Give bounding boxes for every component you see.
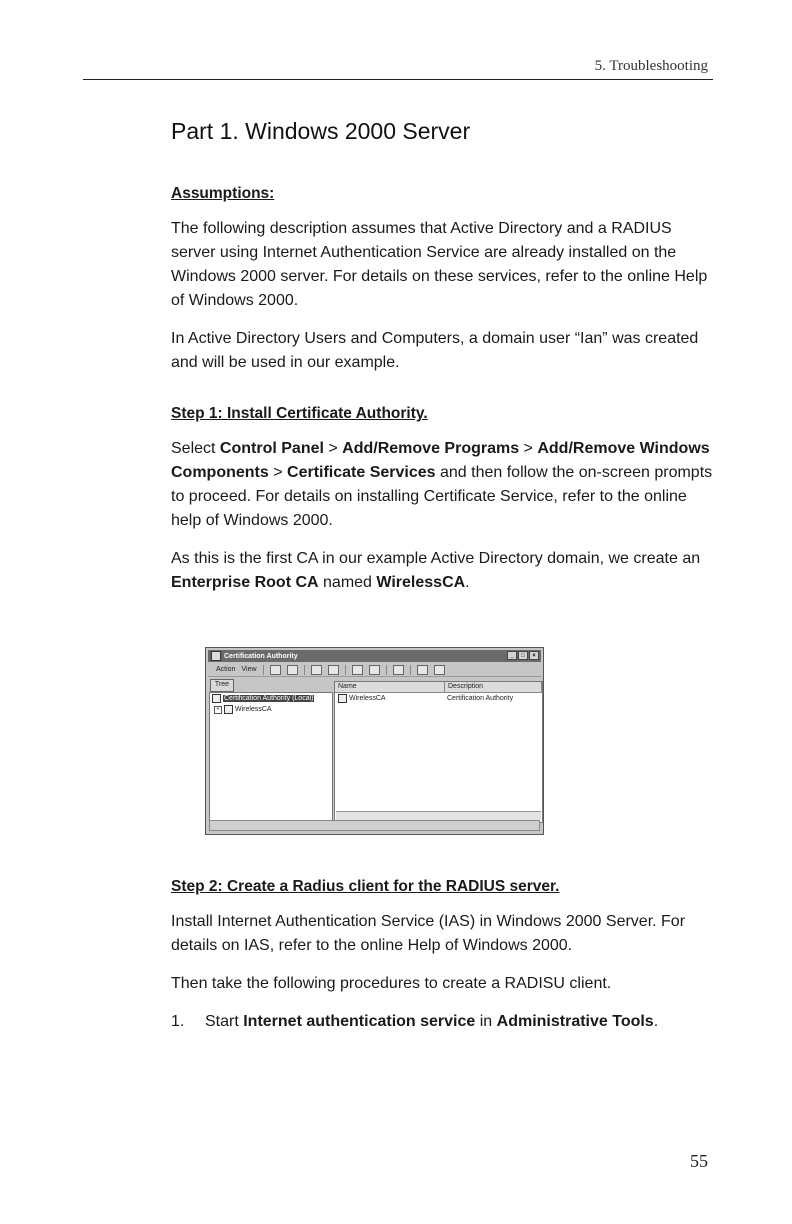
wirelessca-term: WirelessCA (376, 574, 466, 591)
properties-icon (352, 665, 363, 675)
list-item-description: Certification Authority (447, 695, 514, 702)
toolbar-separator (410, 665, 411, 675)
show-tree-icon (328, 665, 339, 675)
text: As this is the first CA in our example Active Directory domain, we create an (171, 550, 701, 567)
list-item (335, 693, 542, 704)
details-header (335, 682, 542, 693)
column-name: Name (335, 682, 445, 692)
menu-action: Action (216, 666, 236, 673)
screenshot-menubar (208, 663, 541, 677)
text: Start (205, 1013, 244, 1030)
assumptions-para-1: The following description assumes that Active Directory and a RADIUS server using Internet Authentication Service are already installed on the Windows 2000 server. For details on these services, refer to the online Help of Windows 2000. (171, 220, 708, 309)
step2-heading: Step 2: Create a Radius client for the RADIUS server. (171, 878, 560, 895)
ca-icon (224, 705, 233, 714)
minimize-icon: _ (507, 651, 517, 660)
column-description: Description (445, 682, 542, 692)
screenshot-window-title: Certification Authority (224, 652, 298, 660)
enterprise-root-ca-term: Enterprise Root CA (171, 574, 319, 591)
toolbar-separator (263, 665, 264, 675)
screenshot-statusbar (209, 820, 540, 831)
text: . (465, 574, 470, 591)
part-title: Part 1. Windows 2000 Server (171, 118, 471, 144)
text: Select (171, 440, 220, 457)
text: . (653, 1013, 659, 1030)
list-item-name-cell (335, 694, 447, 703)
step1-para-2 (171, 547, 716, 595)
tree-pane (209, 692, 333, 822)
ias-term: Internet authentication service (243, 1013, 476, 1030)
details-pane (334, 681, 543, 823)
assumptions-para-2: In Active Directory Users and Computers, a domain user “Ian” was created and will be used in our example. (171, 330, 699, 371)
tree-child-label: WirelessCA (235, 706, 272, 713)
separator: > (268, 464, 288, 481)
menu-view: View (241, 666, 257, 673)
maximize-icon: □ (518, 651, 528, 660)
text: in (475, 1013, 497, 1030)
start-icon (417, 665, 428, 675)
step2-para-2: Then take the following procedures to create a RADISU client. (171, 975, 612, 992)
certificate-services-term: Certificate Services (287, 464, 436, 481)
add-remove-windows-components-term: Add/Remove Windows Components (171, 440, 710, 481)
procedure-list (171, 1010, 716, 1034)
back-icon (270, 665, 281, 675)
step1-heading: Step 1: Install Certificate Authority. (171, 405, 428, 422)
window-buttons (507, 651, 539, 660)
ca-root-icon (212, 694, 221, 703)
close-icon: × (529, 651, 539, 660)
step1-para-1 (171, 437, 716, 533)
text: named (318, 574, 377, 591)
certification-authority-screenshot (205, 647, 544, 835)
page-content (171, 118, 716, 609)
screenshot-titlebar (208, 650, 541, 662)
help-icon (393, 665, 404, 675)
separator: > (519, 440, 538, 457)
tree-root-label: Certification Authority (Local) (224, 695, 314, 702)
list-item-text (205, 1010, 658, 1034)
separator: > (323, 440, 343, 457)
tree-tab: Tree (210, 679, 234, 692)
toolbar-separator (386, 665, 387, 675)
list-item (171, 1010, 716, 1034)
stop-icon (434, 665, 445, 675)
page-number: 55 (690, 1151, 708, 1171)
refresh-icon (369, 665, 380, 675)
control-panel-term: Control Panel (219, 440, 324, 457)
header-rule (83, 79, 713, 80)
toolbar-separator (345, 665, 346, 675)
step2-para-1: Install Internet Authentication Service (IAS) in Windows 2000 Server. For details on IAS, refer to the online Help of Windows 2000. (171, 913, 686, 954)
list-item-name: WirelessCA (349, 695, 386, 702)
text: and then follow the on-screen prompts to proceed. For details on installing Certificate Service, refer to the online help of Windows 2000. (171, 464, 713, 529)
toolbar-separator (304, 665, 305, 675)
forward-icon (287, 665, 298, 675)
tree-child-row (210, 704, 332, 715)
page-content-lower (171, 878, 716, 1034)
tree-root-row (210, 693, 332, 704)
assumptions-heading: Assumptions: (171, 185, 275, 202)
administrative-tools-term: Administrative Tools (496, 1013, 654, 1030)
running-head: 5. Troubleshooting (594, 58, 708, 74)
ca-icon (338, 694, 347, 703)
add-remove-programs-term: Add/Remove Programs (342, 440, 520, 457)
expand-plus-icon: + (214, 706, 222, 714)
console-icon (211, 651, 221, 661)
up-folder-icon (311, 665, 322, 675)
list-item-number: 1. (171, 1013, 185, 1030)
